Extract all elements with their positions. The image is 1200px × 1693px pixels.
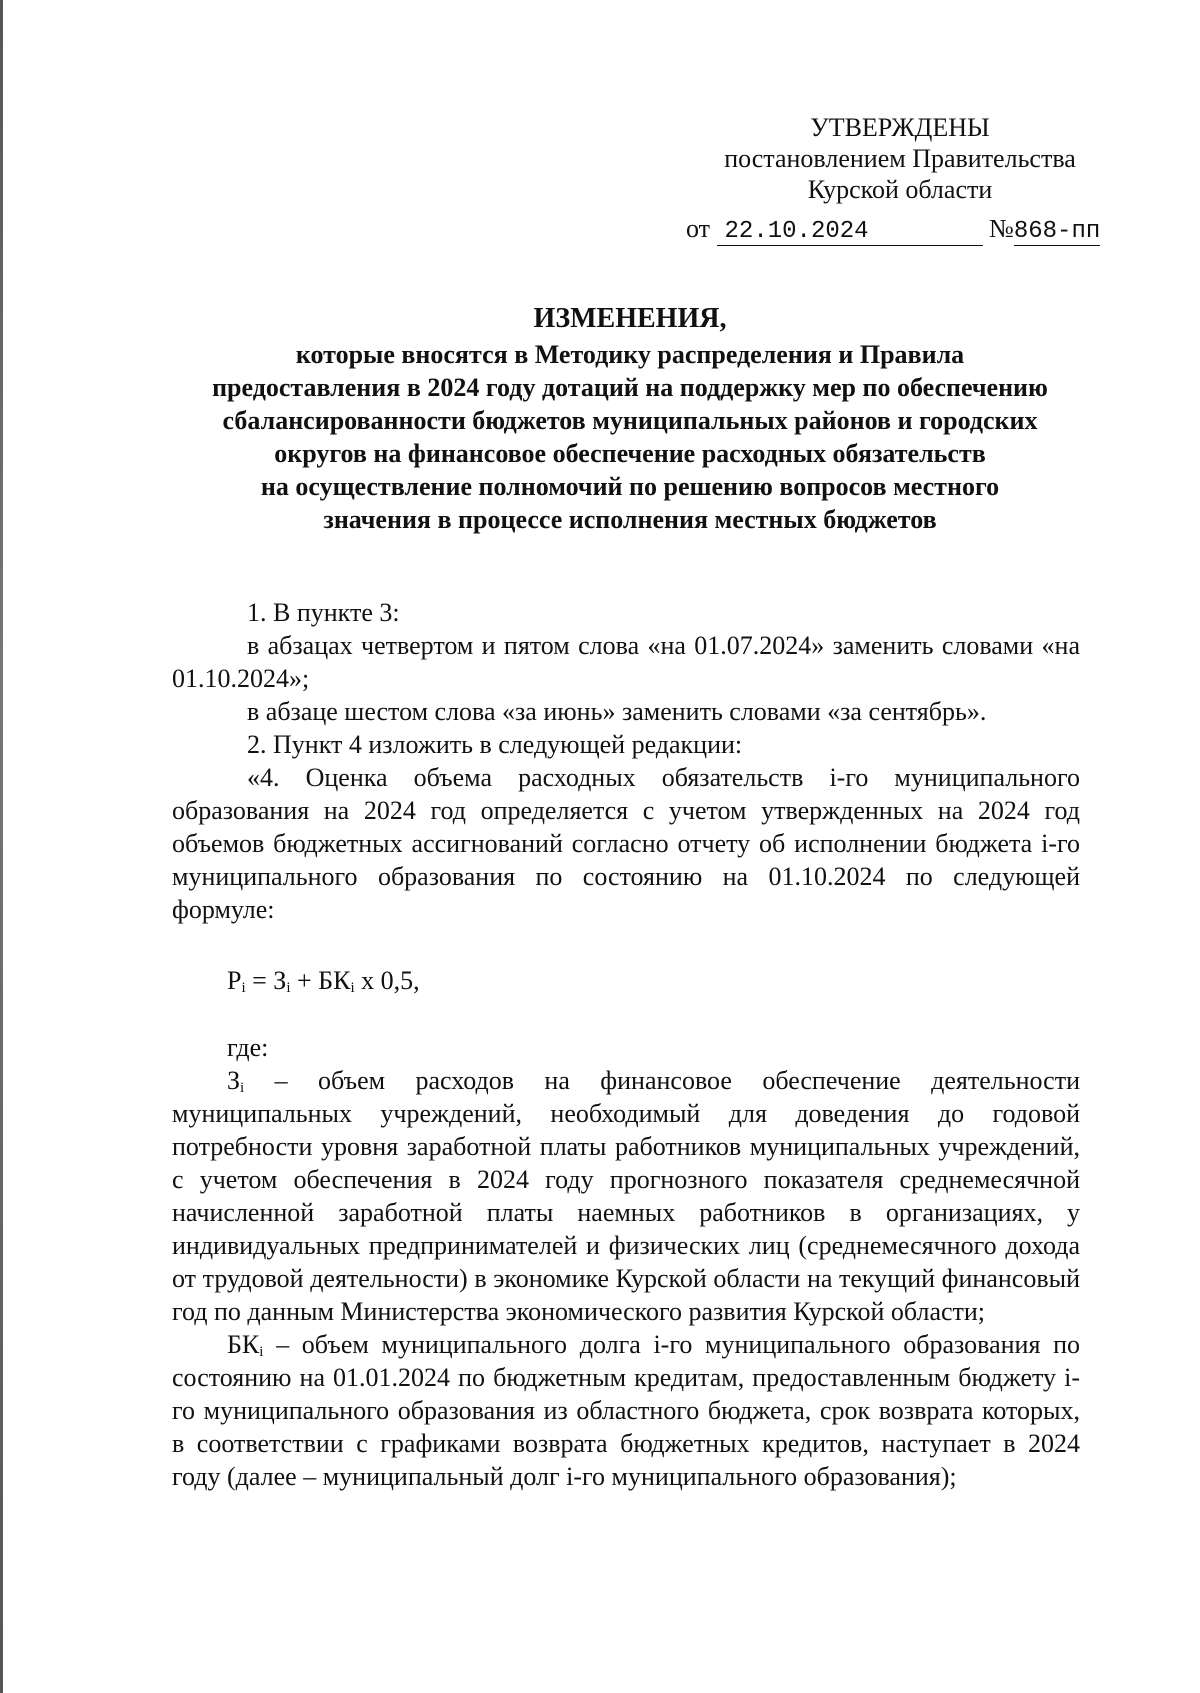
heading-line: сбалансированности бюджетов муниципальных районов и городских: [222, 406, 1038, 435]
heading-line: значения в процессе исполнения местных бюджетов: [323, 505, 937, 534]
definition-z-text: – объем расходов на финансовое обеспечение деятельности муниципальных учреждений, необходимый для доведения до годовой потребности уровня заработной платы работников муниципальных учреждений, с учетом обеспечения в 2024 году прогнозного показателя среднемесячной начисленной заработной платы наемных работников в организациях, у индивидуальных предпринимателей и физических лиц (среднемесячного дохода от трудовой деятельности) в экономике Курской области на текущий финансовый год по данным Министерства экономического развития Курской области;: [172, 1066, 1080, 1326]
paragraph-3: в абзаце шестом слова «за июнь» заменить словами «за сентябрь».: [247, 697, 987, 726]
approval-number: 868-пп: [1013, 218, 1101, 245]
approval-line-1: постановлением Правительства: [724, 144, 1076, 173]
heading-line: округов на финансовое обеспечение расходных обязательств: [274, 439, 986, 468]
approval-line-2: Курской области: [807, 175, 993, 204]
heading-line: предоставления в 2024 году дотаций на поддержку мер по обеспечению: [212, 373, 1048, 402]
formula: [227, 964, 1080, 997]
formula-eq: = З: [245, 966, 287, 995]
heading-line: которые вносятся в Методику распределения и Правила: [295, 340, 965, 369]
where-label: где:: [227, 1033, 269, 1062]
document-heading: [170, 302, 1090, 536]
formula-sub: i: [350, 980, 355, 996]
paragraph-2: в абзацах четвертом и пятом слова «на 01.07.2024» заменить словами «на 01.10.2024»;: [172, 631, 1080, 693]
number-prefix: №: [989, 214, 1014, 243]
definition-z: [172, 1064, 1080, 1328]
definition-z-sub: i: [240, 1080, 245, 1096]
definition-z-symbol: З: [227, 1066, 241, 1095]
document-body: [172, 596, 1080, 1493]
heading-line: на осуществление полномочий по решению вопросов местного: [260, 472, 1000, 501]
formula-tail: x 0,5,: [354, 966, 420, 995]
paragraph-1: 1. В пункте 3:: [247, 598, 400, 627]
definition-bk-sub: i: [259, 1344, 264, 1360]
date-prefix: от: [686, 214, 711, 243]
formula-p: P: [227, 966, 242, 995]
approval-block: [690, 112, 1110, 205]
formula-sub: i: [286, 980, 291, 996]
formula-plus: + БК: [290, 966, 351, 995]
approval-date: 22.10.2024: [717, 219, 983, 246]
heading-title: ИЗМЕНЕНИЯ,: [533, 303, 727, 334]
formula-sub: i: [241, 980, 246, 996]
approval-date-row: [686, 214, 1100, 246]
paragraph-4: 2. Пункт 4 изложить в следующей редакции:: [247, 730, 743, 759]
definition-bk-text: – объем муниципального долга i-го муниципального образования по состоянию на 01.01.2024 по бюджетным кредитам, предоставленным бюджету i-го муниципального образования из областного бюджета, срок возврата которых, в соответствии с графиками возврата бюджетных кредитов, наступает в 2024 году (далее – муниципальный долг i-го муниципального образования);: [172, 1330, 1080, 1491]
definition-bk-symbol: БК: [227, 1330, 260, 1359]
definition-bk: [172, 1328, 1080, 1493]
approval-title: УТВЕРЖДЕНЫ: [810, 113, 990, 142]
paragraph-5: «4. Оценка объема расходных обязательств i-го муниципального образования на 2024 год определяется с учетом утвержденных на 2024 год объемов бюджетных ассигнований согласно отчету об исполнении бюджета i-го муниципального образования по состоянию на 01.10.2024 по следующей формуле:: [172, 763, 1080, 924]
scan-edge: [0, 0, 3, 1693]
